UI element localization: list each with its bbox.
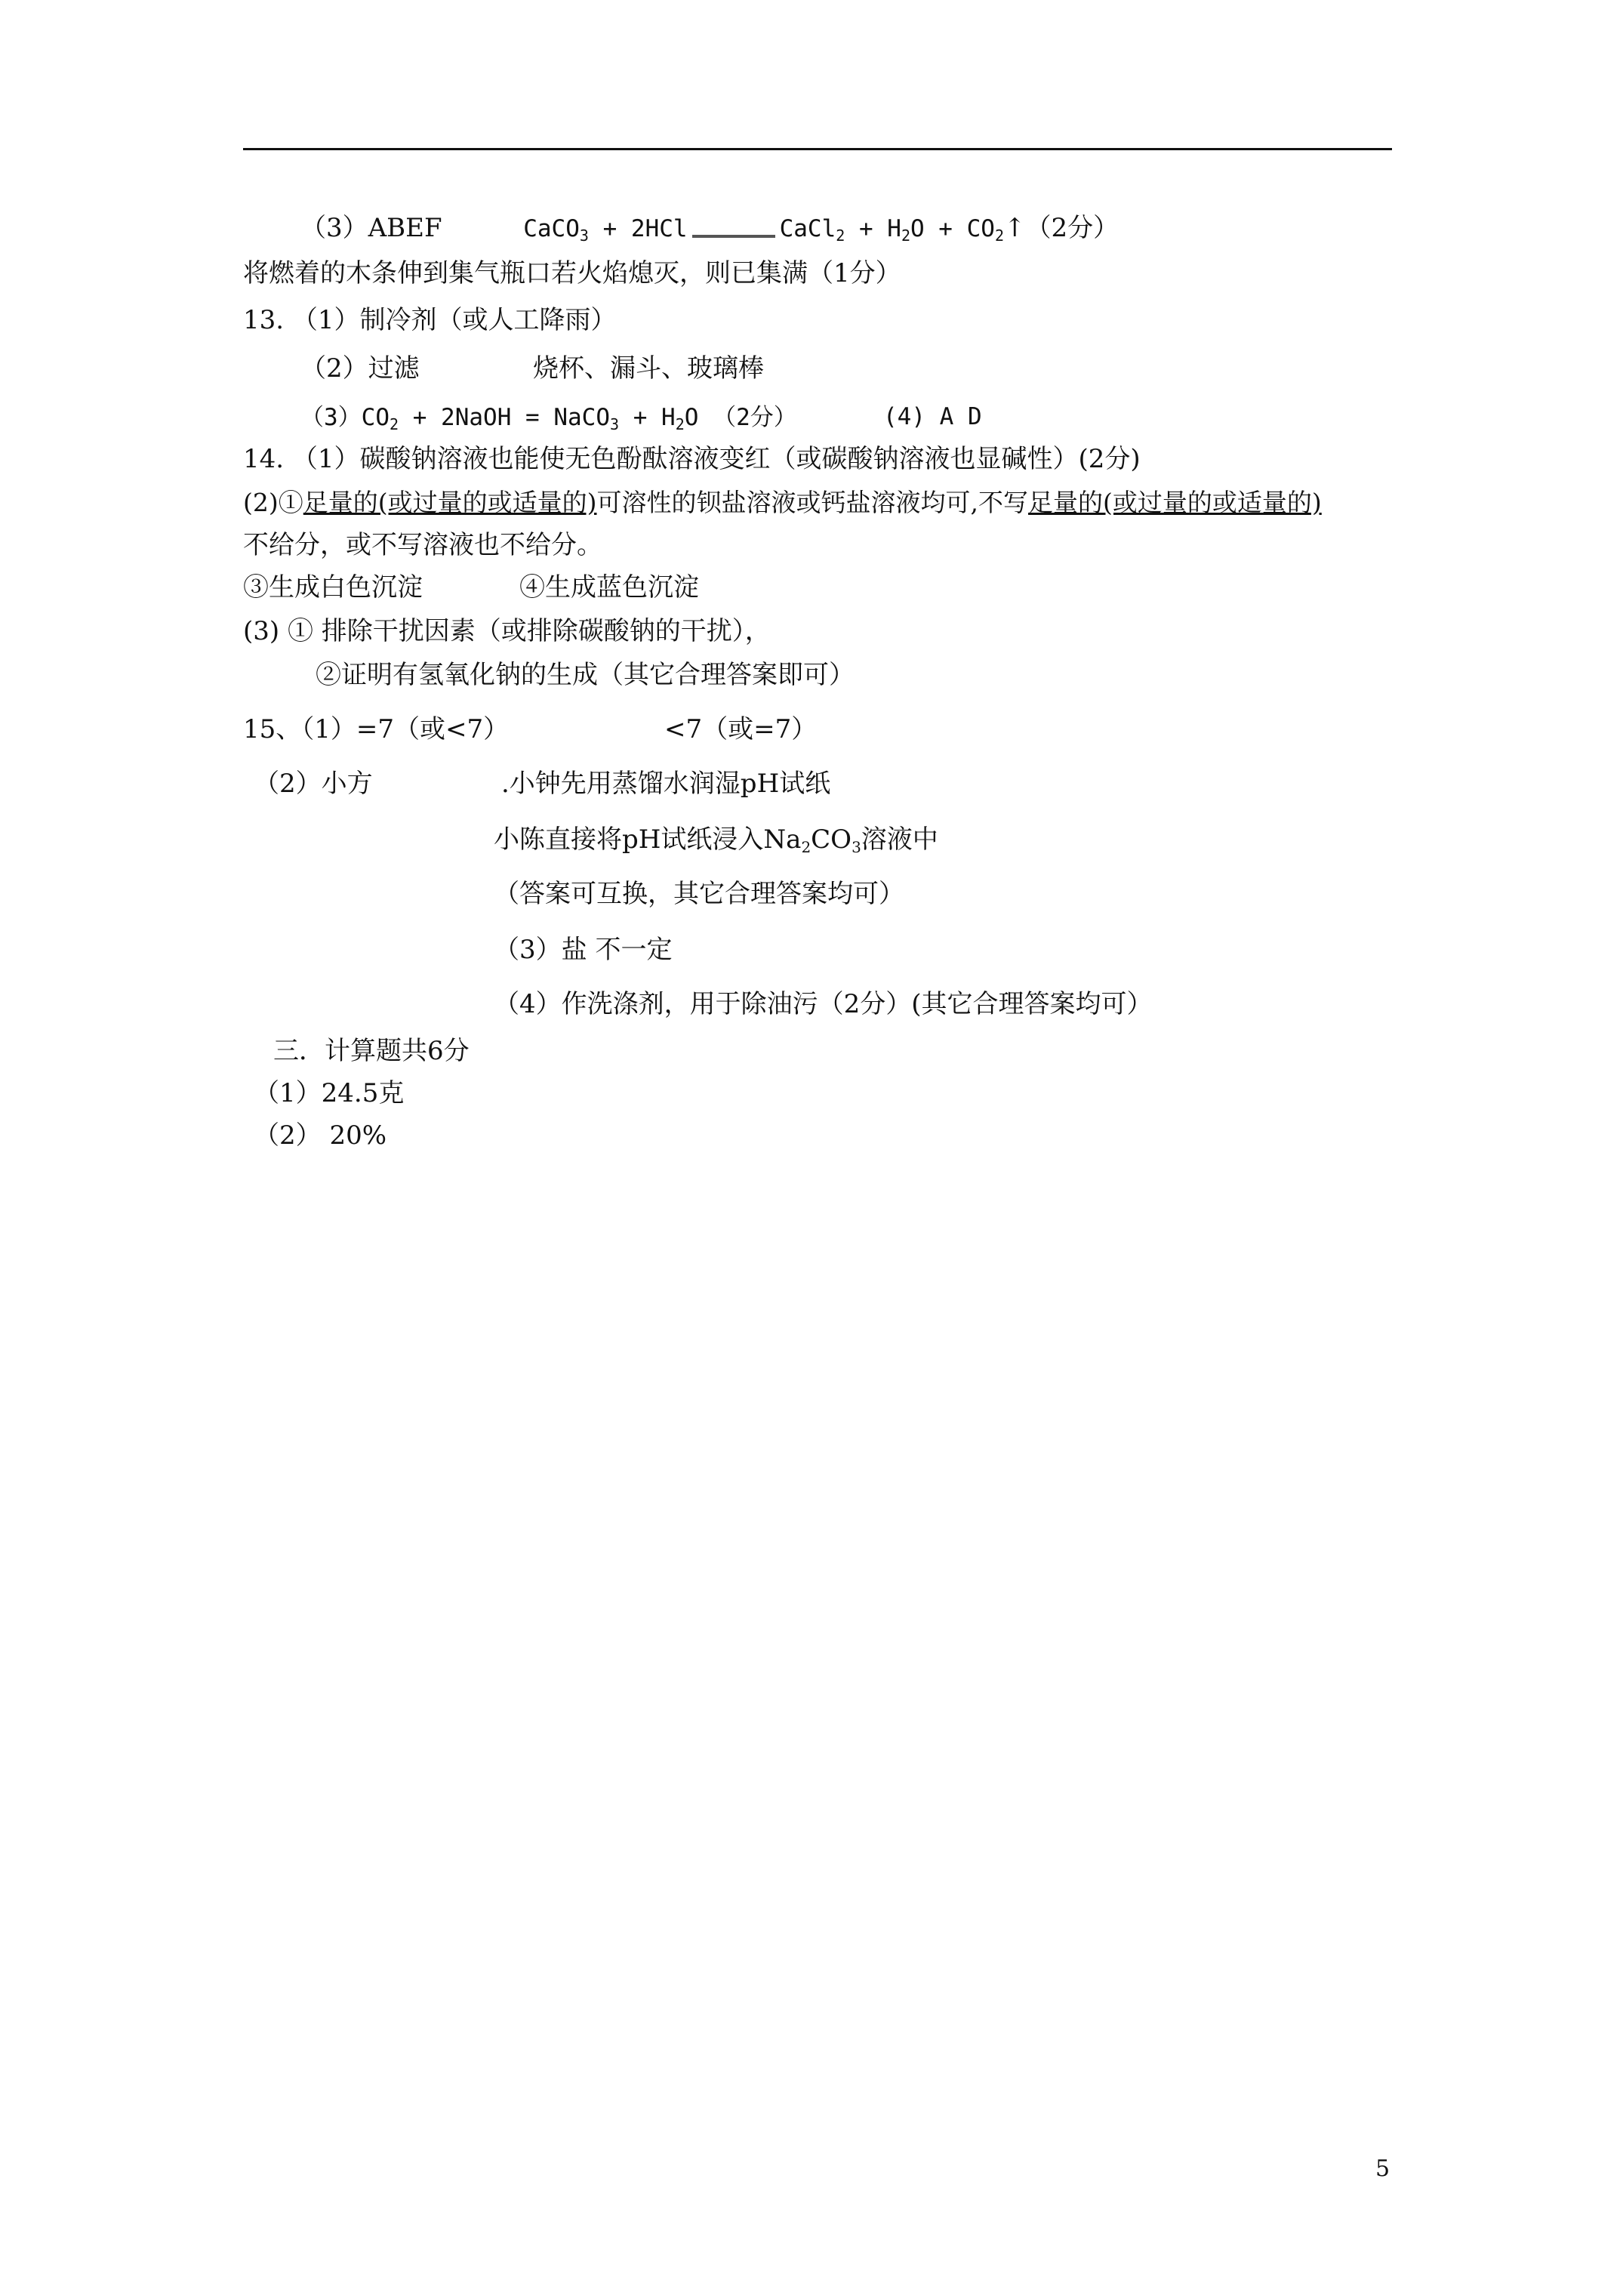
- q15-2-c: 小陈直接将pH试纸浸入$Na_2CO_3$溶液中: [494, 824, 938, 856]
- q15-2-a: （2）小方: [254, 769, 373, 799]
- q14-2: (2)①足量的(或过量的或适量的)可溶性的钡盐溶液或钙盐溶液均可,不写足量的(或过量的或适量的): [243, 488, 1322, 517]
- q12-note: 将燃着的木条伸到集气瓶口若火焰熄灭，则已集满（1分）: [243, 258, 901, 288]
- q15-2-b: .小钟先用蒸馏水润湿pH试纸: [501, 769, 831, 799]
- section-3-answer-2: （2） 20%: [254, 1120, 387, 1151]
- q15-1-a: 15、（1）=7（或<7）: [243, 714, 510, 744]
- section-3-title: 三．计算题共6分: [273, 1036, 470, 1066]
- q15-4: （4）作洗涤剂，用于除油污（2分）(其它合理答案均可）: [494, 989, 1153, 1019]
- q13-2-b: 烧杯、漏斗、玻璃棒: [533, 353, 764, 384]
- header-rule: [243, 148, 1392, 150]
- q14-3-1: (3) ① 排除干扰因素（或排除碳酸钠的干扰），: [243, 616, 771, 646]
- q14-3-2: ②证明有氢氧化钠的生成（其它合理答案即可）: [316, 660, 855, 690]
- q13-4: (4) A D: [883, 403, 982, 430]
- q15-1-b: <7（或=7）: [664, 714, 818, 744]
- q13-1: 13. （1）制冷剂（或人工降雨）: [243, 305, 617, 335]
- q12-3-line: （3）ABEF CaCO$_3$ + 2HCl CaCl$_2$ + $H_2O$ + $CO_2↑(2$分）: [300, 213, 1119, 245]
- q12-3-label: （3）ABEF: [300, 213, 442, 243]
- q14-2-cont: 不给分，或不写溶液也不给分。: [243, 530, 602, 560]
- q15-3: （3）盐 不一定: [494, 935, 673, 965]
- q13-3: $(3)CO_2$ + 2NaOH = NaCO$_3$ + $H_2O$ （2分）: [300, 404, 797, 433]
- q13-2-a: （2）过滤: [300, 353, 420, 384]
- q14-3: ③生成白色沉淀: [243, 572, 423, 603]
- q15-2-d: （答案可互换，其它合理答案均可）: [494, 879, 904, 909]
- reaction-arrow-blank: [692, 212, 775, 238]
- q14-4: ④生成蓝色沉淀: [519, 572, 699, 603]
- page-number: 5: [1375, 2156, 1390, 2182]
- section-3-answer-1: （1）24.5克: [254, 1078, 405, 1108]
- q14-1: 14. （1）碳酸钠溶液也能使无色酚酞溶液变红（或碳酸钠溶液也显碱性）(2分): [243, 444, 1141, 474]
- q12-3-equation: CaCO$_3$ + 2HCl: [523, 215, 688, 245]
